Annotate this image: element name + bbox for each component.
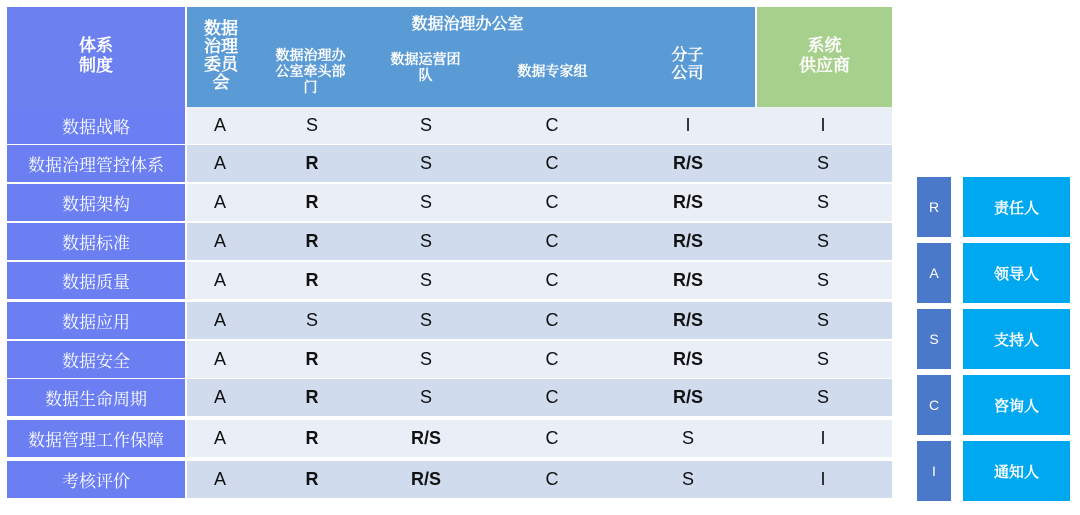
row-label: 数据治理管控体系 [7,145,185,182]
table-cell: C [545,428,559,448]
table-cell: R/S [410,469,441,489]
header-office-lead [258,38,363,106]
table-cell: A [213,192,226,212]
header-ops-team [368,48,483,88]
table-cell: R [305,270,319,290]
table-cell: S [419,310,432,330]
legend-label: 咨询人 [963,375,1070,435]
table-cell: I [820,428,826,448]
table-cell: C [545,192,559,212]
table-cell: S [419,153,432,173]
row-label: 数据架构 [7,184,185,221]
legend-label: 通知人 [963,441,1070,501]
header-expert-group-label: 数据专家组 [517,63,588,80]
header-office-group [255,9,680,39]
table-cell: R/S [672,153,703,173]
table-cell: C [545,310,559,330]
table-cell: A [213,153,226,173]
row-label: 数据质量 [7,262,185,299]
table-cell: S [305,310,318,330]
table-cell: R [305,349,319,369]
table-cell: R [305,428,319,448]
table-cell: S [816,387,829,407]
table-cell: C [545,469,559,489]
table-cell: R/S [672,192,703,212]
table-cell: C [545,153,559,173]
row-label: 数据管理工作保障 [7,420,185,457]
header-vendor-label: 系统 供应商 [799,36,850,76]
table-cell: S [419,349,432,369]
table-cell: S [681,469,694,489]
table-cell: S [305,115,318,135]
header-committee [187,7,255,107]
table-cell: C [545,231,559,251]
legend-code: C [917,375,951,435]
table-cell: S [419,192,432,212]
table-cell: S [816,270,829,290]
table-cell: S [816,349,829,369]
table-cell: S [419,270,432,290]
header-expert-group [485,60,620,84]
table-cell: S [816,153,829,173]
table-cell: R/S [410,428,441,448]
legend-code: R [917,177,951,237]
row-label: 考核评价 [7,461,185,498]
table-cell: A [213,387,226,407]
table-cell: R/S [672,231,703,251]
table-cell: I [685,115,691,135]
row-label: 数据标准 [7,223,185,260]
legend-code: A [917,243,951,303]
legend-label: 支持人 [963,309,1070,369]
table-cell: R/S [672,310,703,330]
table-cell: R [305,153,319,173]
table-cell: R/S [672,270,703,290]
table-cell: R [305,192,319,212]
header-system-label: 体系 制度 [79,36,113,76]
header-subsidiary-label: 分子 公司 [671,44,704,82]
row-label: 数据安全 [7,341,185,378]
table-cell: S [816,231,829,251]
table-cell: C [545,387,559,407]
table-cell: R/S [672,349,703,369]
row-label: 数据应用 [7,302,185,339]
header-office-lead-label: 数据治理办 公室牵头部 门 [275,47,346,97]
table-cell: S [816,310,829,330]
table-cell: S [419,115,432,135]
row-label: 数据生命周期 [7,379,185,416]
legend-code: I [917,441,951,501]
table-cell: A [213,310,226,330]
table-cell: S [681,428,694,448]
table-cell: A [213,231,226,251]
table-cell: S [419,231,432,251]
header-vendor [757,7,892,107]
table-cell: C [545,115,559,135]
table-cell: S [419,387,432,407]
legend-label: 领导人 [963,243,1070,303]
table-cell: C [545,349,559,369]
legend-label: 责任人 [963,177,1070,237]
header-system [7,7,185,107]
table-cell: R [305,231,319,251]
table-cell: C [545,270,559,290]
table-cell: A [213,270,226,290]
table-cell: R/S [672,387,703,407]
table-cell: S [816,192,829,212]
table-cell: I [820,115,826,135]
header-ops-team-label: 数据运营团 队 [390,51,461,84]
table-cell: I [820,469,826,489]
table-cell: A [213,115,226,135]
header-committee-label: 数据 治理 委员 会 [204,19,238,93]
header-office-group-label: 数据治理办公室 [411,13,524,33]
legend-code: S [917,309,951,369]
table-cell: A [213,469,226,489]
header-subsidiary [630,34,745,94]
table-cell: R [305,469,319,489]
table-cell: A [213,428,226,448]
table-cell: A [213,349,226,369]
table-cell: R [305,387,319,407]
row-label: 数据战略 [7,107,185,144]
